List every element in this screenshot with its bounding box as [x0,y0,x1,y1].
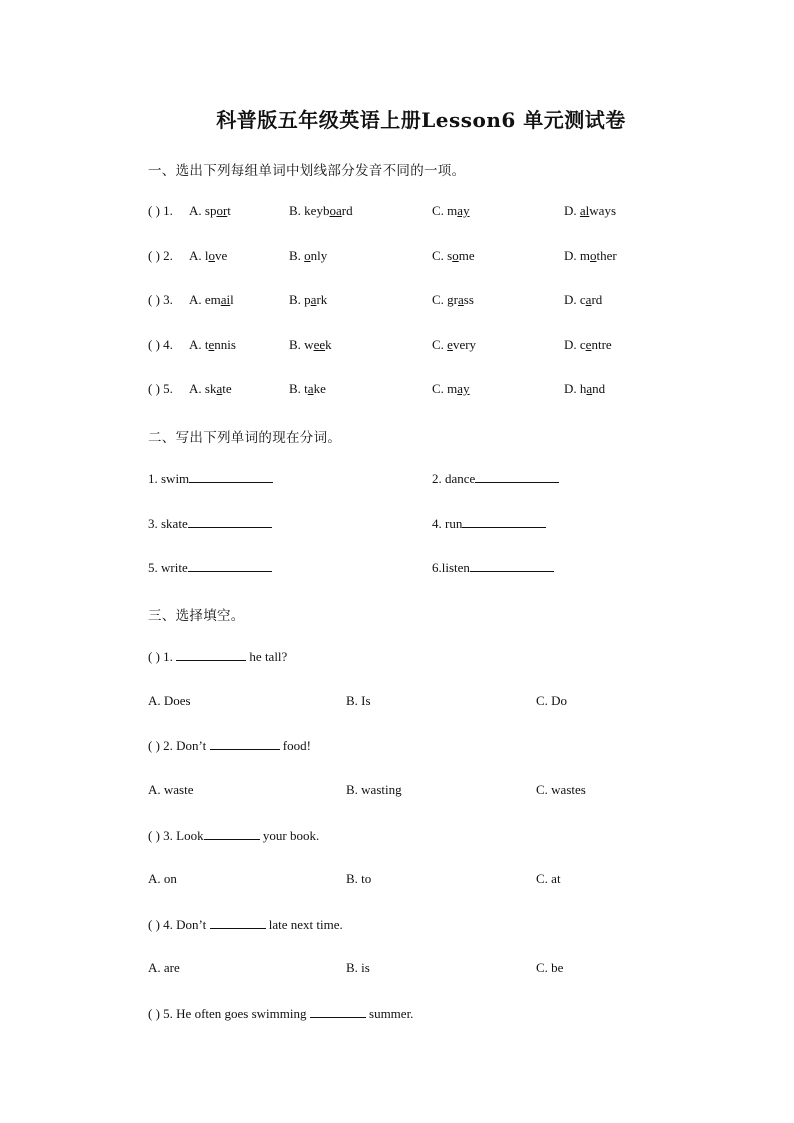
mc-question-stem [148,648,668,668]
word-part: p [304,292,311,307]
word-part: D. [564,203,580,218]
option-a [189,203,231,219]
underlined-letters: o [208,248,216,263]
underlined-letters: a [310,292,317,307]
answer-blank[interactable] [475,470,559,483]
word-part: A. [189,337,205,352]
question-number[interactable]: ( ) 5. [148,381,173,396]
word-part: ke [313,381,326,396]
option-b [289,203,353,219]
word-part: very [452,337,477,352]
option-c[interactable]: C. Do [536,693,568,708]
underlined-letters: e [208,337,215,352]
word-part: rk [316,292,328,307]
word-part: t [204,337,209,352]
underlined-letters: a [307,381,314,396]
answer-blank[interactable] [189,470,273,483]
answer-blank[interactable] [462,515,546,528]
word-part: D. [564,248,580,263]
word-part: k [325,337,332,352]
mc-question-stem [148,737,668,757]
mc-options-row [148,960,668,980]
word-part: A. [189,381,205,396]
participle-item [148,559,272,576]
option-b[interactable]: B. Is [346,693,371,708]
word-part: C. [432,203,448,218]
phonics-question-row [148,381,668,401]
option-c [432,381,470,397]
word-part: ways [589,203,616,218]
participle-item [432,559,554,576]
option-d [564,203,616,219]
mc-question-stem [148,916,668,936]
word-part: t [227,203,231,218]
question-text: he tall? [246,649,288,664]
word-part: D. [564,381,580,396]
option-b [289,337,332,353]
answer-blank[interactable] [188,515,272,528]
word-part: m [579,248,591,263]
word-part: ther [596,248,617,263]
participle-row [148,515,668,535]
phonics-question-row [148,337,668,357]
underlined-letters: ay [457,381,470,396]
underlined-letters: or [216,203,228,218]
word-part: B. [289,203,305,218]
word-part: C. [432,292,448,307]
underlined-letters: oa [329,203,342,218]
underlined-letters: a [585,292,592,307]
word-part: sk [204,381,217,396]
participle-word: 2. dance [432,471,476,486]
phonics-question-row [148,203,668,223]
answer-blank[interactable] [210,737,280,750]
word-part: t [304,381,308,396]
page-title: 科普版五年级英语上册Lesson6 单元测试卷 [216,108,626,132]
word-part: C. [432,381,448,396]
option-b[interactable]: B. to [346,871,372,886]
word-part: gr [447,292,459,307]
word-part: em [204,292,221,307]
option-c[interactable]: C. wastes [536,782,586,797]
underlined-letters: al [579,203,590,218]
question-text: your book. [259,828,320,843]
participle-row [148,470,668,490]
word-part: A. [189,292,205,307]
option-c[interactable]: C. at [536,871,561,886]
option-a[interactable]: A. are [148,960,180,975]
answer-blank[interactable] [470,559,554,572]
question-text: late next time. [265,917,343,932]
option-b [289,248,327,264]
option-b[interactable]: B. is [346,960,370,975]
underlined-letters: a [216,381,223,396]
option-a[interactable]: A. on [148,871,177,886]
option-a [189,292,234,308]
word-part: m [447,203,458,218]
word-part: sp [204,203,217,218]
participle-word: 5. write [148,560,188,575]
answer-blank[interactable] [176,648,246,661]
underlined-letters: a [586,381,593,396]
participle-item [148,470,273,487]
underlined-letters: o [452,248,459,263]
word-part: me [458,248,475,263]
mc-question-stem [148,827,668,847]
underlined-letters: a [458,292,464,307]
option-d [564,381,605,397]
participle-word: 1. swim [148,471,190,486]
word-part: l [204,248,209,263]
word-part: rd [591,292,603,307]
underlined-letters: ai [220,292,231,307]
question-number[interactable]: ( ) 3. [148,292,173,307]
option-a [189,337,236,353]
mc-options-row [148,693,668,713]
word-part: c [579,337,586,352]
word-part: nd [592,381,606,396]
word-part: ntre [591,337,612,352]
underlined-letters: e [447,337,453,352]
word-part: B. [289,248,305,263]
underlined-letters: e [585,337,592,352]
section2-heading: 二、写出下列单词的现在分词。 [148,430,342,446]
section1-heading: 一、选出下列每组单词中划线部分发音不同的一项。 [148,163,466,179]
word-part: C. [432,337,448,352]
underlined-letters: o [304,248,311,263]
question-text: ( ) 5. He often goes swimming [148,1006,310,1021]
option-b [289,381,326,397]
word-part: c [579,292,586,307]
question-text: ( ) 1. [148,649,177,664]
phonics-question-row [148,292,668,312]
mc-options-row [148,871,668,891]
option-b[interactable]: B. wasting [346,782,402,797]
word-part: A. [189,203,205,218]
underlined-letters: ee [313,337,326,352]
question-number[interactable]: ( ) 4. [148,337,173,352]
question-number[interactable]: ( ) 1. [148,203,173,218]
participle-word: 3. skate [148,516,188,531]
word-part: B. [289,381,305,396]
word-part: l [230,292,234,307]
word-part: C. [432,248,448,263]
phonics-question-row [148,248,668,268]
answer-blank[interactable] [204,827,260,840]
word-part: te [222,381,232,396]
option-a [189,248,227,264]
word-part: keyb [304,203,330,218]
option-d [564,248,617,264]
question-text: summer. [365,1006,414,1021]
word-part: s [447,248,453,263]
word-part: B. [289,292,305,307]
option-c [432,248,475,264]
word-part: w [304,337,314,352]
word-part: D. [564,337,580,352]
option-c[interactable]: C. be [536,960,564,975]
option-d [564,292,602,308]
answer-blank[interactable] [188,559,272,572]
question-number[interactable]: ( ) 2. [148,248,173,263]
participle-item [432,515,546,532]
word-part: nnis [214,337,236,352]
option-c [432,337,476,353]
option-c [432,203,470,219]
underlined-letters: ay [457,203,470,218]
participle-word: 6.listen [432,560,470,575]
word-part: B. [289,337,305,352]
answer-blank[interactable] [310,1005,366,1018]
participle-item [432,470,559,487]
option-c [432,292,474,308]
mc-question-stem [148,1005,668,1025]
option-b [289,292,327,308]
word-part: ss [463,292,474,307]
mc-options-row [148,782,668,802]
participle-item [148,515,272,532]
question-text: ( ) 4. Don’t [148,917,210,932]
question-text: ( ) 2. Don’t [148,738,210,753]
word-part: m [447,381,458,396]
option-a[interactable]: A. waste [148,782,194,797]
word-part: h [579,381,587,396]
section3-heading: 三、选择填空。 [148,608,245,624]
word-part: rd [341,203,353,218]
option-a[interactable]: A. Does [148,693,191,708]
question-text: food! [279,738,311,753]
participle-word: 4. run [432,516,463,531]
answer-blank[interactable] [210,916,266,929]
question-text: ( ) 3. Look [148,828,204,843]
option-d [564,337,612,353]
word-part: nly [310,248,328,263]
word-part: ve [215,248,228,263]
participle-row [148,559,668,579]
underlined-letters: o [590,248,597,263]
word-part: A. [189,248,205,263]
word-part: D. [564,292,580,307]
option-a [189,381,232,397]
